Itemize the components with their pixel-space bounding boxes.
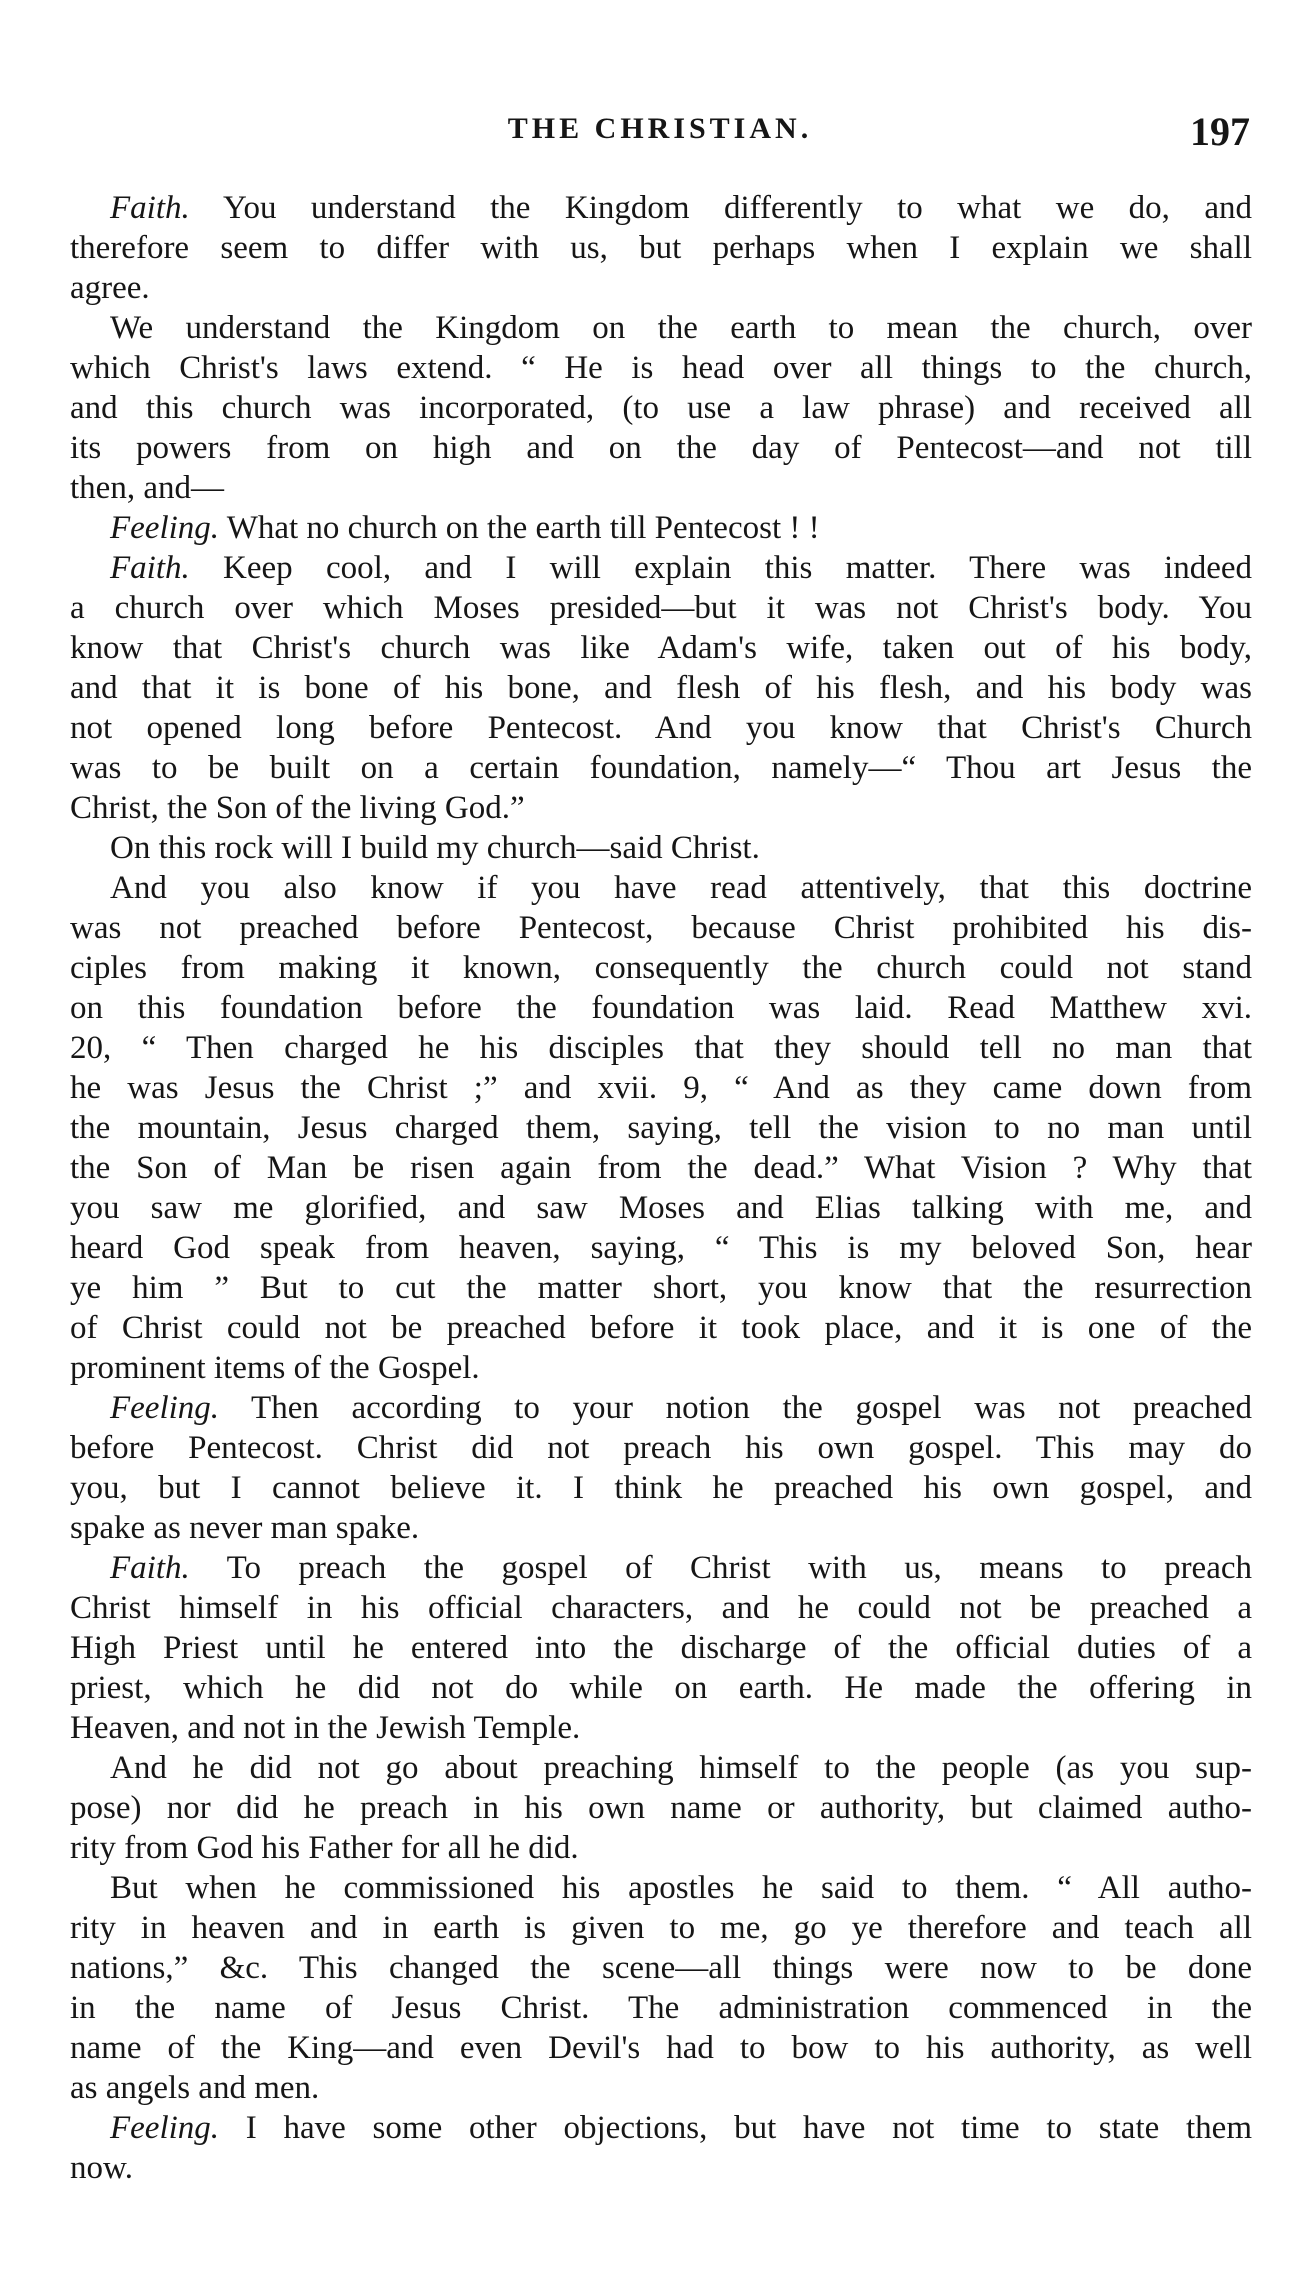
line-text: before Pentecost. Christ did not preach his own gospel. This may do xyxy=(70,1430,1252,1466)
speaker-label: Feeling. xyxy=(110,1390,220,1426)
text-line xyxy=(70,1068,1252,1108)
speaker-label: Faith. xyxy=(110,190,190,226)
text-line xyxy=(70,188,1252,228)
text-line xyxy=(70,2148,1252,2188)
line-text: Keep cool, and I will explain this matter. There was indeed xyxy=(189,550,1252,586)
line-text: ciples from making it known, consequently the church could not stand xyxy=(70,950,1252,986)
line-text: you, but I cannot believe it. I think he preached his own gospel, and xyxy=(70,1470,1252,1506)
text-line xyxy=(70,1508,1252,1548)
line-text: Then according to your notion the gospel was not preached xyxy=(219,1390,1252,1426)
line-text: was not preached before Pentecost, because Christ prohibited his dis- xyxy=(70,910,1252,946)
text-line xyxy=(70,548,1252,588)
line-text: and that it is bone of his bone, and flesh of his flesh, and his body was xyxy=(70,670,1252,706)
text-line xyxy=(70,2068,1252,2108)
text-line xyxy=(70,908,1252,948)
text-line xyxy=(70,468,1252,508)
text-line xyxy=(70,628,1252,668)
text-line xyxy=(70,1748,1252,1788)
line-text: 20, “ Then charged he his disciples that they should tell no man that xyxy=(70,1030,1252,1066)
line-text: You understand the Kingdom differently to what we do, and xyxy=(189,190,1252,226)
line-text: spake as never man spake. xyxy=(70,1510,420,1546)
page-number: 197 xyxy=(1190,109,1250,154)
line-text: To preach the gospel of Christ with us, means to preach xyxy=(189,1550,1252,1586)
text-line xyxy=(70,428,1252,468)
line-text: which Christ's laws extend. “ He is head over all things to the church, xyxy=(70,350,1252,386)
text-line xyxy=(70,1228,1252,1268)
text-line xyxy=(70,1148,1252,1188)
text-line xyxy=(70,1908,1252,1948)
text-line xyxy=(70,2028,1252,2068)
text-line xyxy=(70,1188,1252,1228)
line-text: agree. xyxy=(70,270,150,306)
page-header xyxy=(70,108,1250,158)
text-line xyxy=(70,1308,1252,1348)
text-line xyxy=(70,1108,1252,1148)
line-text: Heaven, and not in the Jewish Temple. xyxy=(70,1710,581,1746)
text-line xyxy=(70,1028,1252,1068)
line-text: of Christ could not be preached before it took place, and it is one of the xyxy=(70,1310,1252,1346)
speaker-label: Feeling. xyxy=(110,510,220,546)
line-text: and this church was incorporated, (to use a law phrase) and received all xyxy=(70,390,1252,426)
running-head: THE CHRISTIAN. xyxy=(507,112,813,145)
text-line xyxy=(70,1428,1252,1468)
line-text: ye him ” But to cut the matter short, you know that the resurrection xyxy=(70,1270,1252,1306)
text-line xyxy=(70,1388,1252,1428)
text-line xyxy=(70,948,1252,988)
line-text: not opened long before Pentecost. And you know that Christ's Church xyxy=(70,710,1252,746)
body-text xyxy=(70,188,1252,2188)
line-text: And he did not go about preaching himself to the people (as you sup- xyxy=(110,1750,1252,1786)
text-line xyxy=(70,268,1252,308)
text-line xyxy=(70,668,1252,708)
line-text: priest, which he did not do while on earth. He made the offering in xyxy=(70,1670,1252,1706)
line-text: you saw me glorified, and saw Moses and Elias talking with me, and xyxy=(70,1190,1252,1226)
text-line xyxy=(70,228,1252,268)
text-line xyxy=(70,1668,1252,1708)
line-text: was to be built on a certain foundation, namely—“ Thou art Jesus the xyxy=(70,750,1252,786)
line-text: therefore seem to differ with us, but perhaps when I explain we shall xyxy=(70,230,1252,266)
text-line xyxy=(70,708,1252,748)
line-text: know that Christ's church was like Adam's wife, taken out of his body, xyxy=(70,630,1252,666)
text-line xyxy=(70,1348,1252,1388)
line-text: in the name of Jesus Christ. The administration commenced in the xyxy=(70,1990,1252,2026)
text-line xyxy=(70,1708,1252,1748)
line-text: heard God speak from heaven, saying, “ This is my beloved Son, hear xyxy=(70,1230,1252,1266)
line-text: On this rock will I build my church—said Christ. xyxy=(110,830,760,866)
line-text: a church over which Moses presided—but it was not Christ's body. You xyxy=(70,590,1252,626)
speaker-label: Faith. xyxy=(110,1550,190,1586)
line-text: rity in heaven and in earth is given to me, go ye therefore and teach all xyxy=(70,1910,1252,1946)
text-line xyxy=(70,348,1252,388)
line-text: then, and— xyxy=(70,470,224,506)
text-line xyxy=(70,388,1252,428)
text-line xyxy=(70,1588,1252,1628)
line-text: We understand the Kingdom on the earth to mean the church, over xyxy=(110,310,1252,346)
line-text: its powers from on high and on the day of Pentecost—and not till xyxy=(70,430,1252,466)
line-text: as angels and men. xyxy=(70,2070,320,2106)
text-line xyxy=(70,1468,1252,1508)
line-text: Christ, the Son of the living God.” xyxy=(70,790,525,826)
text-line xyxy=(70,988,1252,1028)
text-line xyxy=(70,1868,1252,1908)
line-text: the Son of Man be risen again from the dead.” What Vision ? Why that xyxy=(70,1150,1252,1186)
line-text: High Priest until he entered into the discharge of the official duties of a xyxy=(70,1630,1252,1666)
line-text: Christ himself in his official characters, and he could not be preached a xyxy=(70,1590,1252,1626)
text-line xyxy=(70,788,1252,828)
text-line xyxy=(70,308,1252,348)
line-text: And you also know if you have read attentively, that this doctrine xyxy=(110,870,1252,906)
line-text: prominent items of the Gospel. xyxy=(70,1350,480,1386)
text-line xyxy=(70,868,1252,908)
line-text: What no church on the earth till Pentecost ! ! xyxy=(219,510,820,546)
text-line xyxy=(70,1788,1252,1828)
text-line xyxy=(70,1268,1252,1308)
text-line xyxy=(70,2108,1252,2148)
line-text: on this foundation before the foundation was laid. Read Matthew xvi. xyxy=(70,990,1252,1026)
line-text: now. xyxy=(70,2150,133,2186)
line-text: name of the King—and even Devil's had to bow to his authority, as well xyxy=(70,2030,1252,2066)
line-text: he was Jesus the Christ ;” and xvii. 9, “ And as they came down from xyxy=(70,1070,1252,1106)
text-line xyxy=(70,1548,1252,1588)
text-line xyxy=(70,588,1252,628)
line-text: the mountain, Jesus charged them, saying, tell the vision to no man until xyxy=(70,1110,1252,1146)
text-line xyxy=(70,1828,1252,1868)
text-line xyxy=(70,1948,1252,1988)
text-line xyxy=(70,1628,1252,1668)
line-text: But when he commissioned his apostles he said to them. “ All autho- xyxy=(110,1870,1252,1906)
speaker-label: Faith. xyxy=(110,550,190,586)
text-line xyxy=(70,828,1252,868)
speaker-label: Feeling. xyxy=(110,2110,220,2146)
line-text: nations,” &c. This changed the scene—all things were now to be done xyxy=(70,1950,1252,1986)
text-line xyxy=(70,1988,1252,2028)
line-text: I have some other objections, but have not time to state them xyxy=(219,2110,1252,2146)
line-text: pose) nor did he preach in his own name or authority, but claimed autho- xyxy=(70,1790,1252,1826)
text-line xyxy=(70,748,1252,788)
line-text: rity from God his Father for all he did. xyxy=(70,1830,579,1866)
text-line xyxy=(70,508,1252,548)
